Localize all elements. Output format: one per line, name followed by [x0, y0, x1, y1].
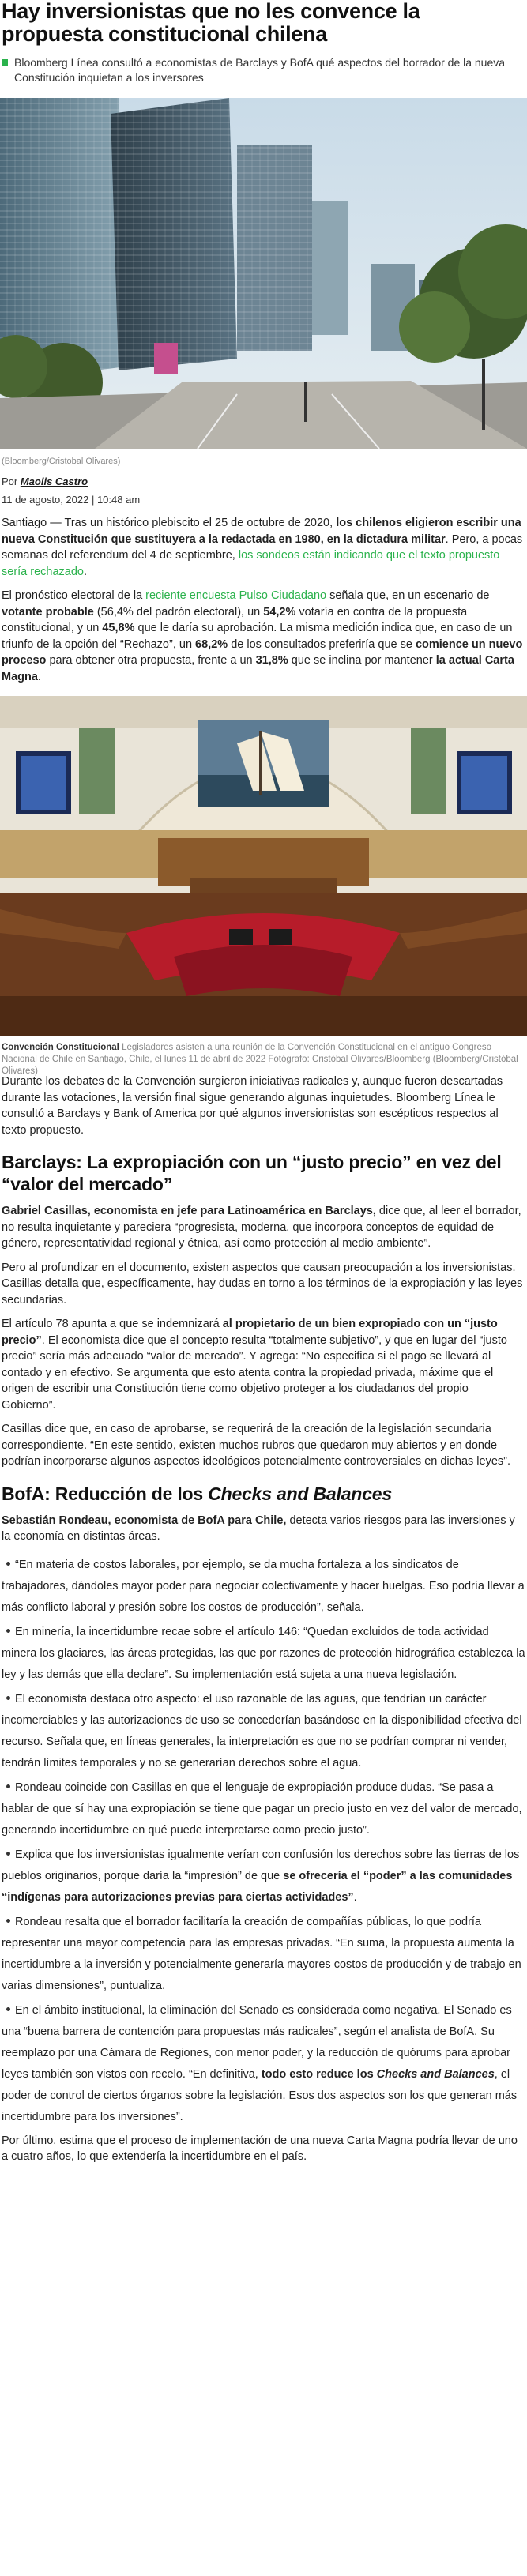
green-square-icon — [2, 59, 8, 66]
list-item: Rondeau resalta que el borrador facilitaría la creación de compañías públicas, lo que podría representar una mayor competencia para las empresas privadas. “En suma, la propuesta aumenta la incertidumbre a la inversión y potencialmente generaría mayores costos de producción y de trabajo en varias dimensiones”, puntualiza. — [2, 1915, 521, 1992]
bullet-icon — [6, 1919, 10, 1923]
bullet-icon — [6, 1562, 10, 1566]
sondeos-link[interactable]: los sondeos están indicando que el texto propuesto sería rechazado — [2, 549, 500, 578]
paragraph: Sebastián Rondeau, economista de BofA para Chile, detecta varios riesgos para las inversiones y la economía en distintas áreas. — [2, 1514, 515, 1543]
byline — [2, 476, 525, 487]
section-heading-barclays: Barclays: La expropiación con un “justo precio” en vez del “valor del mercado” — [2, 1152, 502, 1194]
bullet-icon — [6, 1629, 10, 1633]
convention-image — [0, 696, 527, 1036]
section-heading-bofa: BofA: Reducción de los Checks and Balances — [2, 1483, 392, 1504]
hero-credit: (Bloomberg/Cristobal Olivares) — [2, 457, 121, 466]
bullet-icon — [6, 2007, 10, 2011]
paragraph: Santiago — Tras un histórico plebiscito el 25 de octubre de 2020, los chilenos eligieron escribir una nueva Constitución que sustituyera a la redactada en 1980, en la dictadura militar. Pero, a pocas semanas del referendum del 4 de septiembre, los sondeos están indicando que el texto propuesto sería rechazado. — [2, 517, 523, 578]
image-caption: Convención Constitucional Legisladores asisten a una reunión de la Convención Constitucional en el antiguo Congreso Nacional de Chile en Santiago, Chile, el lunes 11 de abril de 2022 Fotógrafo: Cristóbal Olivares/Bloomberg (Bloomberg/Cristóbal Olivares) — [2, 1043, 518, 1076]
paragraph: Casillas dice que, en caso de aprobarse, se requerirá de la creación de la legislación secundaria correspondiente. “En este sentido, existen muchos rubros que quedaron muy abiertos y en donde podrían incorporarse algunos aspectos ideológicos potencialmente controversiales en dichas leyes”. — [2, 1423, 511, 1468]
article-headline: Hay inversionistas que no les convence la propuesta constitucional chilena — [2, 0, 420, 46]
list-item: En el ámbito institucional, la eliminación del Senado es considerada como negativa. El Senado es una “buena barrera de contención para propuestas más radicales”, según el analista de BofA. Su reemplazo por una Cámara de Regiones, con menor poder, y la reducción de quórums para aprobar leyes también son vistos con recelo. “En definitiva, todo esto reduce los Checks and Balances, el poder de control de ciertos órganos sobre la legislación. Esos dos aspectos son los que generan más incertidumbre para los inversiones”. — [2, 2003, 518, 2123]
author-link[interactable]: Maolis Castro — [20, 476, 88, 487]
paragraph: El pronóstico electoral de la reciente encuesta Pulso Ciudadano señala que, en un escenario de votante probable (56,4% del padrón electoral), un 54,2% votaría en contra de la propuesta constitucional, y un 45,8% que le daría su aprobación. La misma medición indica que, en caso de un triunfo de la opción del “Rechazo”, un 68,2% de los consultados preferiría que se comience un nuevo proceso para obtener otra propuesta, frente a un 31,8% que se inclina por mantener la actual Carta Magna. — [2, 589, 523, 683]
publish-date: 11 de agosto, 2022 | 10:48 am — [2, 494, 141, 506]
paragraph: Pero al profundizar en el documento, existen aspectos que causan preocupación a los inversionistas. Casillas detalla que, específicamente, hay dudas en torno a los términos de la expropiación y las leyes secundarias. — [2, 1261, 523, 1307]
list-item: Rondeau coincide con Casillas en que el lenguaje de expropiación produce dudas. “Se pasa a hablar de que sí hay una expropiación se tiene que pagar un precio justo en vez del valor de mercado, generando incertidumbre en qué puede interpretarse como precio justo”. — [2, 1781, 522, 1837]
byline-prefix: Por — [2, 476, 21, 487]
subtitle-text: Bloomberg Línea consultó a economistas de Barclays y BofA qué aspectos del borrador de la nueva Constitución inquietan a los inversores — [14, 56, 506, 84]
article-body — [0, 515, 527, 2165]
list-item: Explica que los inversionistas igualmente verían con confusión los derechos sobre las tierras de los pueblos originarios, porque daría la “impresión” de que se ofrecería el “poder” a las comunidades “indígenas para autorizaciones previas para ciertas actividades”. — [2, 1848, 520, 1904]
paragraph: Gabriel Casillas, economista en jefe para Latinoamérica en Barclays, dice que, al leer el borrador, no resulta inquietante y pareciera “progresista, moderna, que incorpora conceptos de equidad de género, representatividad regional y étnica, así como protección al medio ambiente”. — [2, 1205, 521, 1250]
paragraph: Durante los debates de la Convención surgieron iniciativas radicales y, aunque fueron descartadas durante las votaciones, la versión final sigue generando algunas inquietudes. Bloomberg Línea le consultó a Barclays y Bank of America por qué algunos inversionistas son escépticos respectos al texto propuesto. — [2, 1075, 503, 1137]
bullet-icon — [6, 1696, 10, 1700]
list-item: “En materia de costos laborales, por ejemplo, se da mucha fortaleza a los sindicatos de trabajadores, dándoles mayor poder para negociar colectivamente y hacer huelgas. Eso podría llevar a más conflicto laboral y presión sobre los costos de producción”, señala. — [2, 1558, 525, 1614]
pulso-ciudadano-link[interactable]: reciente encuesta Pulso Ciudadano — [145, 589, 327, 602]
bullet-icon — [6, 1852, 10, 1856]
paragraph: Por último, estima que el proceso de implementación de una nueva Carta Magna podría llevar de uno a cuatro años, lo que extendería la incertidumbre en el país. — [2, 2134, 518, 2163]
list-item: El economista destaca otro aspecto: el uso razonable de las aguas, que tendrían un carácter incomerciables y las autorizaciones de uso se concederían basándose en la disponibilidad efectiva del recurso. Señala que, en líneas generales, la interpretación es que no se podrían comprar ni vender, tendrán límites temporales y no se generarían derechos sobre el agua. — [2, 1692, 522, 1769]
article-subtitle — [2, 54, 525, 85]
list-item: En minería, la incertidumbre recae sobre el artículo 146: “Quedan excluidos de toda actividad minera los glaciares, las áreas protegidas, las que por razones de protección hidrográfica establezca la ley y las demás que ella declare”. Su implementación está sujeta a una nueva legislación. — [2, 1625, 525, 1681]
bullet-icon — [6, 1784, 10, 1788]
paragraph: El artículo 78 apunta a que se indemnizará al propietario de un bien expropiado con un “justo precio”. El economista dice que el concepto resulta “totalmente subjetivo”, y que en lugar del “justo precio” sería más adecuado “valor de mercado”. Y agrega: “No especifica si el pago se llevará al contado y en efectivo. Se argumenta que esto atenta contra la propiedad privada, máxime que el origen de escribir una Constitución tiene como objetivo proteger a los ciudadanos del propio Gobierno”. — [2, 1318, 507, 1412]
hero-image — [0, 98, 527, 449]
risk-list — [2, 1555, 525, 2128]
